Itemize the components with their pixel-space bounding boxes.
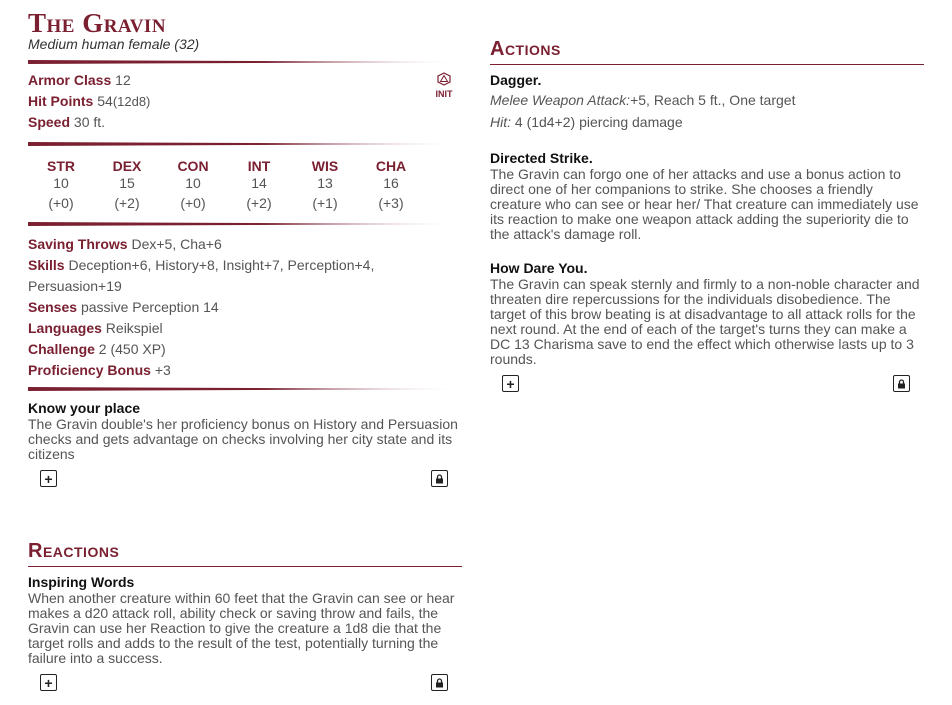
action-name: How Dare You. xyxy=(490,260,588,276)
action-text: The Gravin can speak sternly and firmly to a non-noble character and threaten dire repercussions for the individuals disobedience. The target of this brow beating is at disadvantage to all attack rolls for the next round. At the end of each of the target's turns they can make a DC 13 Charisma save to end the effect which otherwise lasts up to 3 rounds. xyxy=(490,276,920,367)
ability-scores xyxy=(28,158,424,214)
speed-value: 30 ft. xyxy=(73,114,106,130)
add-button[interactable] xyxy=(40,674,57,691)
hit-points-value: 54 xyxy=(97,93,113,109)
lock-icon xyxy=(897,379,906,389)
divider xyxy=(28,142,462,146)
lock-button[interactable] xyxy=(893,375,910,392)
hit-points-row xyxy=(28,91,462,112)
skills-label: Skills xyxy=(28,257,65,273)
senses-row xyxy=(28,297,462,318)
trait-name: Know your place xyxy=(28,400,141,416)
challenge-label: Challenge xyxy=(28,341,95,357)
ability-modifier: (+2) xyxy=(246,195,272,211)
speed-label: Speed xyxy=(28,114,71,130)
actions-heading: Actions xyxy=(490,38,924,65)
actions-column xyxy=(490,38,924,397)
skills-row xyxy=(28,255,462,297)
action-text: The Gravin can forgo one of her attacks and use a bonus action to direct one of her companions to strike. She chooses a friendly creature who can see or hear her/ That creature can immediately use its reaction to make one weapon attack adding the superiority die to the attack's damage roll. xyxy=(490,166,919,242)
languages-value: Reikspiel xyxy=(105,320,163,336)
languages-label: Languages xyxy=(28,320,102,336)
divider xyxy=(28,387,462,391)
d20-icon xyxy=(437,72,451,86)
hit-points-label: Hit Points xyxy=(28,93,94,109)
action-name: Dagger. xyxy=(490,72,542,88)
ability-cha[interactable] xyxy=(358,158,424,214)
skills-value: Deception+6, History+8, Insight+7, Perception+4, Persuasion+19 xyxy=(28,257,375,294)
proficiency-row xyxy=(28,360,462,381)
ability-wis[interactable] xyxy=(292,158,358,214)
divider xyxy=(28,60,462,64)
plus-icon: + xyxy=(506,375,515,392)
reactions-heading: Reactions xyxy=(28,540,462,567)
trait-text: The Gravin double's her proficiency bonus on History and Persuasion checks and gets advantage on checks involving her city state and its citizens xyxy=(28,416,458,462)
lock-icon xyxy=(435,678,444,688)
ability-name: INT xyxy=(247,158,271,174)
attack-detail: +5, Reach 5 ft., One target xyxy=(630,92,796,108)
ability-name: WIS xyxy=(311,158,339,174)
ability-score: 13 xyxy=(317,175,333,191)
reaction-controls xyxy=(28,674,462,696)
divider xyxy=(28,222,462,226)
ability-score: 15 xyxy=(119,175,135,191)
ability-modifier: (+0) xyxy=(48,195,74,211)
action-name: Directed Strike. xyxy=(490,150,593,166)
plus-icon: + xyxy=(44,674,53,691)
saving-throws-value: Dex+5, Cha+6 xyxy=(131,236,222,252)
monster-name: The Gravin xyxy=(28,8,167,38)
monster-meta: Medium human female (32) xyxy=(28,36,200,52)
ability-name: CON xyxy=(177,158,209,174)
challenge-row xyxy=(28,339,462,360)
ability-score: 14 xyxy=(251,175,267,191)
attack-type: Melee Weapon Attack: xyxy=(490,92,631,108)
add-button[interactable] xyxy=(40,470,57,487)
ability-modifier: (+1) xyxy=(312,195,338,211)
ability-name: CHA xyxy=(375,158,407,174)
speed-row xyxy=(28,112,462,133)
armor-class-label: Armor Class xyxy=(28,72,112,88)
saving-throws-row xyxy=(28,234,462,255)
lock-button[interactable] xyxy=(431,470,448,487)
hit-label: Hit: xyxy=(490,114,511,130)
armor-class-row xyxy=(28,70,462,91)
attack-line xyxy=(490,89,924,111)
ability-con[interactable] xyxy=(160,158,226,214)
ability-name: STR xyxy=(47,158,75,174)
senses-value: passive Perception 14 xyxy=(80,299,219,315)
ability-score: 10 xyxy=(185,175,201,191)
ability-modifier: (+2) xyxy=(114,195,140,211)
saving-throws-label: Saving Throws xyxy=(28,236,128,252)
action-controls xyxy=(490,375,924,397)
challenge-value: 2 (450 XP) xyxy=(98,341,166,357)
hit-detail: 4 (1d4+2) piercing damage xyxy=(514,114,683,130)
trait-controls xyxy=(28,470,462,492)
ability-name: DEX xyxy=(112,158,142,174)
languages-row xyxy=(28,318,462,339)
reaction-text: When another creature within 60 feet that the Gravin can see or hear makes a d20 attack roll, ability check or saving throw and fails, the Gravin can use her Reaction to give the creature a 1d8 die that the target rolls and adds to the result of the test, potentially turning the failure into a success. xyxy=(28,590,455,666)
ability-int[interactable] xyxy=(226,158,292,214)
reaction-name: Inspiring Words xyxy=(28,574,135,590)
stat-block xyxy=(28,8,462,696)
armor-class-value: 12 xyxy=(115,72,131,88)
ability-score: 10 xyxy=(53,175,69,191)
proficiency-value: +3 xyxy=(154,362,171,378)
ability-score: 16 xyxy=(383,175,399,191)
ability-modifier: (+0) xyxy=(180,195,206,211)
ability-dex[interactable] xyxy=(94,158,160,214)
init-label: INIT xyxy=(435,89,453,99)
ability-str[interactable] xyxy=(28,158,94,214)
ability-modifier: (+3) xyxy=(378,195,404,211)
senses-label: Senses xyxy=(28,299,78,315)
add-button[interactable] xyxy=(502,375,519,392)
hit-dice: (12d8) xyxy=(112,94,151,109)
hit-line xyxy=(490,111,924,133)
plus-icon: + xyxy=(44,470,53,487)
lock-button[interactable] xyxy=(431,674,448,691)
lock-icon xyxy=(435,474,444,484)
proficiency-label: Proficiency Bonus xyxy=(28,362,151,378)
initiative-button[interactable] xyxy=(432,72,456,99)
